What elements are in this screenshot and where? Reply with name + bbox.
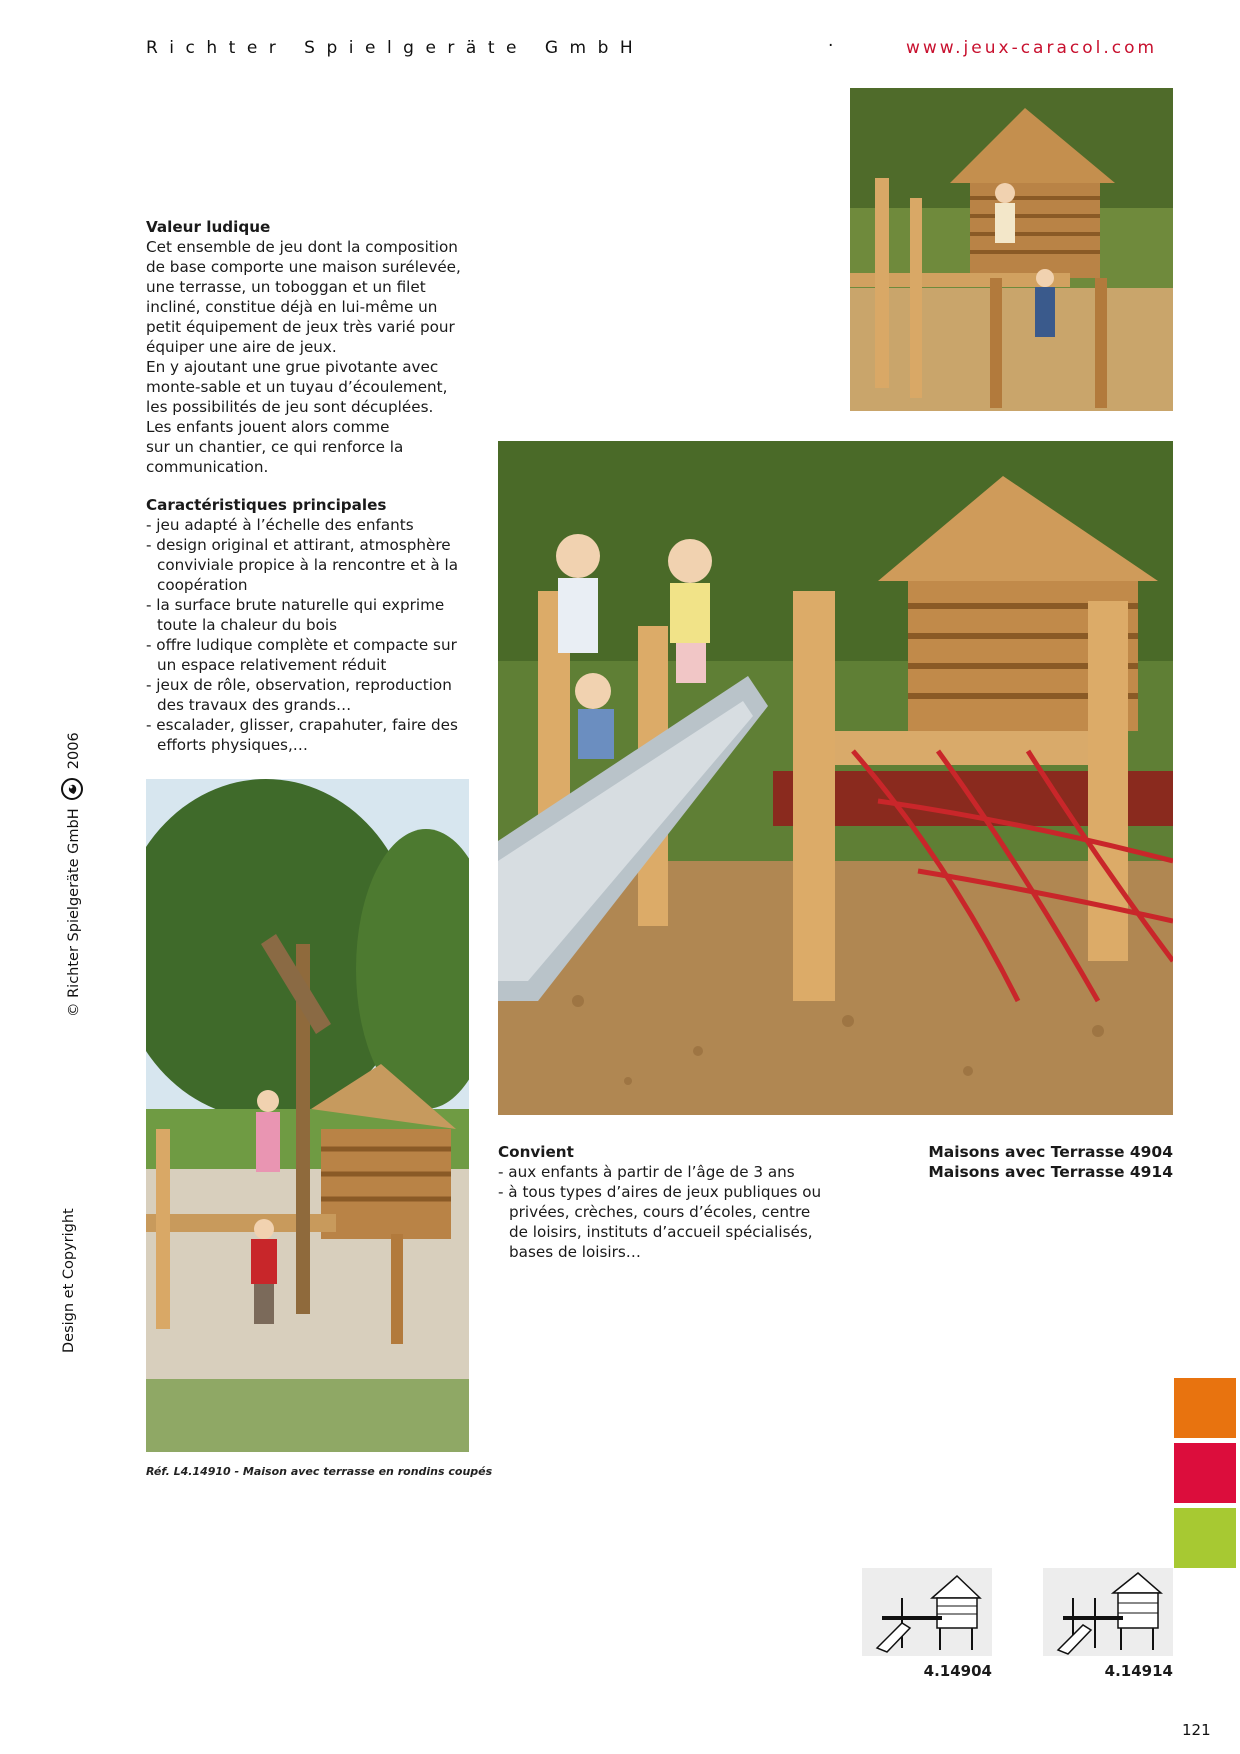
- header-website-link[interactable]: www.jeux-caracol.com: [906, 38, 1158, 58]
- playhouse-photo-crane: [146, 779, 469, 1452]
- caracteristiques-line: toute la chaleur du bois: [157, 616, 338, 634]
- valeur-line: équiper une aire de jeux.: [146, 338, 337, 356]
- convient-section: [498, 1142, 821, 1262]
- caracteristiques-line: - jeu adapté à l’échelle des enfants: [146, 516, 414, 534]
- valeur-line: Cet ensemble de jeu dont la composition: [146, 238, 458, 256]
- convient-line: de loisirs, instituts d’accueil spécialisés,: [509, 1223, 813, 1241]
- convient-line: bases de loisirs…: [509, 1243, 641, 1261]
- convient-title: Convient: [498, 1143, 574, 1161]
- caracteristiques-line: - offre ludique complète et compacte sur: [146, 636, 457, 654]
- valeur-line: Les enfants jouent alors comme: [146, 418, 390, 436]
- caracteristiques-line: conviviale propice à la rencontre et à la: [157, 556, 459, 574]
- caracteristiques-section: [146, 495, 458, 755]
- models-list: [873, 1142, 1173, 1182]
- caracteristiques-line: - escalader, glisser, crapahuter, faire des: [146, 716, 458, 734]
- photo-caption: Réf. L4.14910 - Maison avec terrasse en rondins coupés: [146, 1465, 493, 1478]
- tab-red[interactable]: [1174, 1443, 1236, 1503]
- playhouse-photo-main: [498, 441, 1173, 1115]
- caracteristiques-line: un espace relativement réduit: [157, 656, 387, 674]
- valeur-line: une terrasse, un toboggan et un filet: [146, 278, 426, 296]
- tab-green[interactable]: [1174, 1508, 1236, 1568]
- valeur-line: communication.: [146, 458, 269, 476]
- header-separator: ·: [828, 36, 834, 56]
- convient-line: - aux enfants à partir de l’âge de 3 ans: [498, 1163, 795, 1181]
- valeur-line: incliné, constitue déjà en lui-même un: [146, 298, 438, 316]
- caracteristiques-line: - jeux de rôle, observation, reproduction: [146, 676, 452, 694]
- design-copyright-vertical: Design et Copyright: [61, 1208, 77, 1353]
- valeur-line: En y ajoutant une grue pivotante avec: [146, 358, 439, 376]
- convient-line: privées, crèches, cours d’écoles, centre: [509, 1203, 811, 1221]
- valeur-ludique-section: [146, 217, 461, 477]
- caracteristiques-line: coopération: [157, 576, 248, 594]
- valeur-line: de base comporte une maison surélevée,: [146, 258, 461, 276]
- valeur-ludique-title: Valeur ludique: [146, 218, 271, 236]
- model-name: Maisons avec Terrasse 4904: [928, 1143, 1173, 1161]
- page-number: 121: [1182, 1721, 1211, 1739]
- copyright-prefix: © Richter Spielgeräte GmbH: [66, 808, 82, 1017]
- caracteristiques-line: - la surface brute naturelle qui exprime: [146, 596, 445, 614]
- playhouse-4914-thumbnail-icon: [1043, 1568, 1173, 1656]
- valeur-line: monte-sable et un tuyau d’écoulement,: [146, 378, 448, 396]
- ref-4904: 4.14904: [923, 1662, 992, 1680]
- caracteristiques-line: - design original et attirant, atmosphère: [146, 536, 451, 554]
- ref-4914: 4.14914: [1104, 1662, 1173, 1680]
- convient-line: - à tous types d’aires de jeux publiques ou: [498, 1183, 822, 1201]
- header-company: Richter Spielgeräte GmbH: [146, 38, 645, 58]
- tab-orange[interactable]: [1174, 1378, 1236, 1438]
- valeur-line: sur un chantier, ce qui renforce la: [146, 438, 404, 456]
- model-name: Maisons avec Terrasse 4914: [928, 1163, 1173, 1181]
- caracteristiques-line: des travaux des grands…: [157, 696, 352, 714]
- valeur-line: petit équipement de jeux très varié pour: [146, 318, 455, 336]
- caracteristiques-line: efforts physiques,…: [157, 736, 308, 754]
- playhouse-4904-thumbnail-icon: [862, 1568, 992, 1656]
- copyright-vertical: [61, 732, 87, 1017]
- playhouse-photo-top: [850, 88, 1173, 411]
- caracteristiques-title: Caractéristiques principales: [146, 496, 387, 514]
- valeur-line: les possibilités de jeu sont décuplées.: [146, 398, 434, 416]
- copyright-year: 2006: [66, 732, 82, 770]
- richter-logo-icon: [61, 778, 87, 800]
